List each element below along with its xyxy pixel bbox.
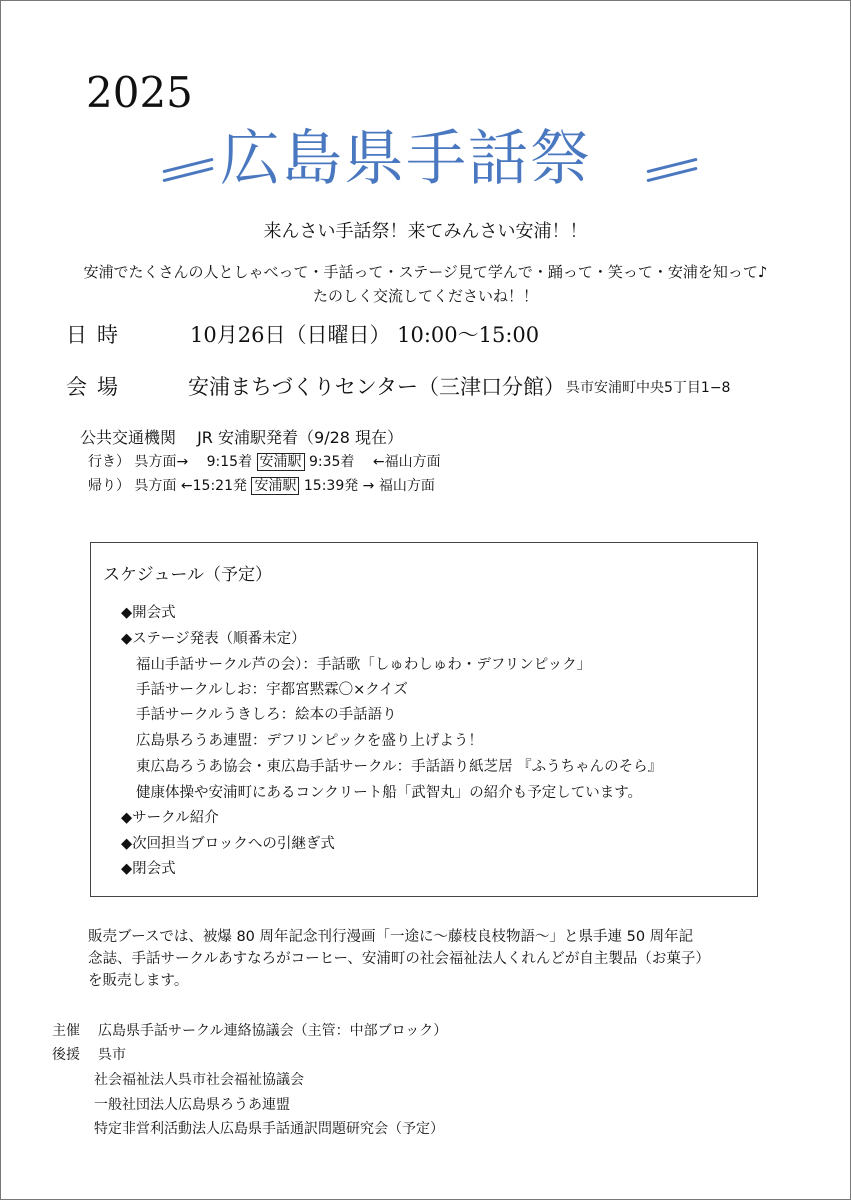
supporter: 社会福祉法人呉市社会福祉協議会: [94, 1072, 304, 1088]
intro-line: 安浦でたくさんの人としゃべって・手話って・ステージ見て学んで・踊って・笑って・安浦を知って♪: [83, 263, 768, 281]
datetime-value: 10月26日（日曜日） 10:00〜15:00: [190, 323, 540, 347]
title-right-decoration: [646, 162, 698, 178]
sales-paragraph: [88, 926, 808, 992]
schedule-item: ◆閉会式: [121, 861, 176, 877]
schedule-subitem: 手話サークルしお：宇都宮黙霖〇×クイズ: [136, 682, 408, 698]
schedule-subitem: 福山手話サークル芦の会）：手話歌「しゅわしゅわ・デフリンピック」: [136, 657, 592, 673]
schedule-item: ◆開会式: [121, 605, 176, 621]
transit-heading: 公共交通機関 JR 安浦駅発着（9/28 現在）: [80, 428, 404, 447]
intro-text: [0, 260, 851, 308]
sales-line: を販売します。: [88, 973, 189, 989]
datetime-label: 日時: [66, 323, 128, 347]
transit-inbound: [88, 476, 435, 496]
venue-value: 安浦まちづくりセンター（三津口分館）: [188, 375, 565, 399]
sales-line: 販売ブースでは、被爆 80 周年記念刊行漫画「一途に〜藤枝良枝物語〜」と県手連 50 周年記: [88, 929, 694, 945]
outbound-post: 9:35着 ←福山方面: [304, 454, 441, 470]
schedule-subitem: 広島県ろうあ連盟：デフリンピックを盛り上げよう！: [136, 733, 483, 749]
schedule-box: [90, 542, 758, 897]
schedule-subitem: 手話サークルうきしろ：絵本の手話語り: [136, 707, 397, 723]
supporter: 一般社団法人広島県ろうあ連盟: [94, 1097, 290, 1113]
title-block: [160, 124, 700, 204]
schedule-subitem: 東広島ろうあ協会・東広島手話サークル：手話語り紙芝居 『ふうちゃんのそら』: [136, 759, 663, 775]
sales-line: 念誌、手話サークルあすなろがコーヒー、安浦町の社会福祉法人くれんどが自主製品（お菓子）: [88, 951, 710, 967]
inbound-post: 15:39発 → 福山方面: [299, 478, 435, 494]
schedule-item: ◆サークル紹介: [121, 810, 219, 826]
supporter: 特定非営利活動法人広島県手話通訳問題研究会（予定）: [94, 1121, 444, 1137]
schedule-subitem: 健康体操や安浦町にあるコンクリート船「武智丸」の紹介も予定しています。: [136, 785, 643, 801]
title-left-decoration: [162, 162, 214, 178]
schedule-item: ◆次回担当ブロックへの引継ぎ式: [121, 836, 335, 852]
schedule-item: ◆ステージ発表（順番未定）: [121, 631, 306, 647]
venue-label: 会場: [66, 375, 128, 399]
supporter: 呉市: [98, 1047, 126, 1063]
intro-line: たのしく交流してくださいね！！: [312, 287, 538, 305]
event-year: 2025: [86, 68, 193, 117]
tagline: 来んさい手話祭！来てみんさい安浦！！: [263, 221, 588, 242]
event-title: 広島県手話祭: [220, 124, 592, 194]
schedule-title: スケジュール（予定）: [103, 565, 272, 585]
outbound-station-box: 安浦駅: [257, 453, 305, 471]
host-name: 広島県手話サークル連絡協議会（主管：中部ブロック）: [98, 1023, 448, 1039]
inbound-station-box: 安浦駅: [251, 477, 299, 495]
venue-address: 呉市安浦町中央5丁目1−8: [566, 380, 731, 396]
host-label: 主催: [52, 1023, 80, 1039]
transit-outbound: [88, 452, 441, 472]
support-label: 後援: [52, 1047, 80, 1063]
inbound-pre: 帰り） 呉方面 ←15:21発: [88, 478, 252, 494]
outbound-pre: 行き） 呉方面→ 9:15着: [88, 454, 257, 470]
